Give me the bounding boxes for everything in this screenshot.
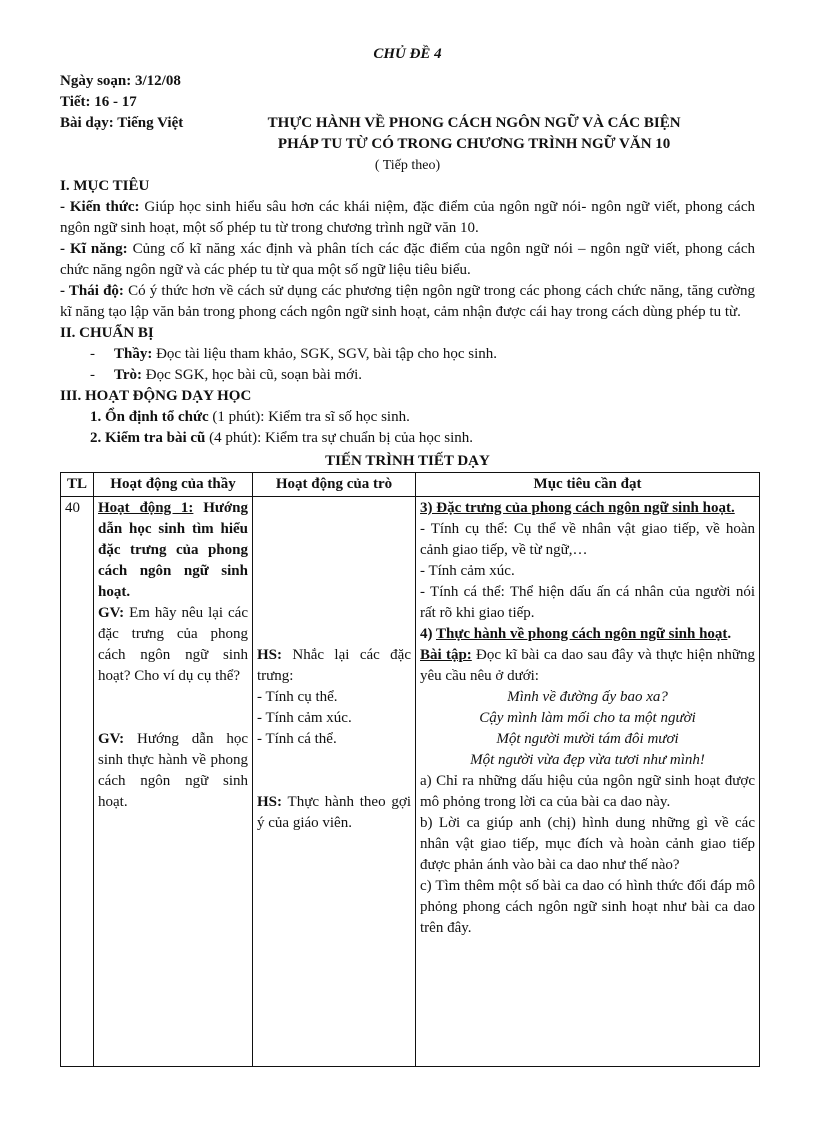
step-2-text: (4 phút): Kiểm tra sự chuẩn bị của học sinh. (205, 430, 474, 446)
header-student: Hoạt động của trò (253, 473, 416, 497)
lesson-table (60, 472, 760, 1067)
student-text: Đọc SGK, học bài cũ, soạn bài mới. (142, 367, 363, 383)
exercise-label: Bài tập: (420, 647, 472, 663)
hs-text-2: Thực hành theo gợi ý của giáo viên. (257, 794, 411, 831)
cell-teacher (94, 497, 253, 1067)
attitude-text: Có ý thức hơn về cách sử dụng các phương tiện ngôn ngữ trong các phong cách chức năng, tăng cường kĩ năng tạo lập văn bản trong phong cách ngôn ngữ sinh hoạt, cảm nhận được cái hay trong cách dùng phép tu từ. (60, 283, 755, 320)
cell-student (253, 497, 416, 1067)
prep-student (90, 365, 755, 386)
lesson-label: Bài dạy: Tiếng Việt (60, 115, 184, 131)
prep-list (60, 344, 755, 386)
teacher-question-2 (98, 729, 248, 813)
skill-label: - Kĩ năng: (60, 241, 128, 257)
step-1-text: (1 phút): Kiểm tra sĩ số học sinh. (208, 409, 410, 425)
student-answer-2 (257, 792, 411, 834)
attitude-label: - Thái độ: (60, 283, 124, 299)
skill-text: Củng cố kĩ năng xác định và phân tích các đặc điểm của ngôn ngữ nói – ngôn ngữ viết, phong cách chức năng ngôn ngữ và các phép tu từ qua một số ngữ liệu tiêu biểu. (60, 241, 755, 278)
lesson-plan-page (60, 44, 755, 1067)
step-1-label: 1. Ổn định tổ chức (90, 409, 209, 425)
header-goals: Mục tiêu cần đạt (416, 473, 760, 497)
gv-text-1: Em hãy nêu lại các đặc trưng của phong cách ngôn ngữ sinh hoạt? Cho ví dụ cụ thể? (98, 605, 248, 684)
section-3-item-1: - Tính cụ thể: Cụ thể về nhân vật giao tiếp, về hoàn cảnh giao tiếp, về từ ngữ,… (420, 521, 755, 558)
teacher-label: Thầy: (114, 346, 153, 362)
knowledge-label: - Kiến thức: (60, 199, 140, 215)
topic-title: CHỦ ĐỀ 4 (373, 46, 442, 62)
section-4-title: 4) Thực hành về phong cách ngôn ngữ sinh hoạt. (420, 626, 732, 642)
section-3-item-2: - Tính cảm xúc. (420, 563, 515, 579)
cell-goals (416, 497, 760, 1067)
table-header-row (61, 473, 760, 497)
teacher-question-1 (98, 603, 248, 687)
gv-text-2: Hướng dẫn học sinh thực hành về phong cách ngôn ngữ sinh hoạt. (98, 731, 248, 810)
header-teacher: Hoạt động của thầy (94, 473, 253, 497)
student-answer-1 (257, 645, 411, 687)
question-c: c) Tìm thêm một số bài ca dao có hình thức đối đáp mô phỏng phong cách ngôn ngữ sinh hoạt như bài ca dao trên đây. (420, 878, 755, 936)
step-1 (90, 407, 755, 428)
goals-heading: I. MỤC TIÊU (60, 178, 150, 194)
gv-label-1: GV: (98, 605, 125, 621)
activities-heading: III. HOẠT ĐỘNG DẠY HỌC (60, 388, 252, 404)
activity-title: Hoạt động 1: (98, 500, 194, 516)
exercise-text: Đọc kĩ bài ca dao sau đây và thực hiện những yêu cầu nêu ở dưới: (420, 647, 755, 684)
header-tl: TL (61, 473, 94, 497)
table-title: TIẾN TRÌNH TIẾT DẠY (325, 453, 490, 469)
period-line: Tiết: 16 - 17 (60, 94, 137, 110)
lesson-title (193, 113, 755, 155)
section-3-item-3: - Tính cá thể: Thể hiện dấu ấn cá nhân của người nói rất rõ khi giao tiếp. (420, 584, 755, 621)
section-3-title: 3) Đặc trưng của phong cách ngôn ngữ sinh hoạt. (420, 500, 735, 516)
student-label: Trò: (114, 367, 143, 383)
lesson-row (60, 113, 755, 155)
student-trait-1: - Tính cụ thể. (257, 689, 338, 705)
table-row (61, 497, 760, 1067)
student-trait-2: - Tính cảm xúc. (257, 710, 352, 726)
teacher-text: Đọc tài liệu tham khảo, SGK, SGV, bài tập cho học sinh. (152, 346, 498, 362)
question-a: a) Chỉ ra những dấu hiệu của ngôn ngữ sinh hoạt được mô phỏng trong lời ca của bài ca dao này. (420, 773, 755, 810)
knowledge-text: Giúp học sinh hiểu sâu hơn các khái niệm, đặc điểm của ngôn ngữ nói- ngôn ngữ viết, phong cách ngôn ngữ sinh hoạt, một số phép tu từ trong chương trình ngữ văn 10. (60, 199, 755, 236)
student-spacer (257, 498, 411, 645)
gv-label-2: GV: (98, 731, 125, 747)
activities-steps (60, 407, 755, 449)
poem-line-4: Một người vừa đẹp vừa tươi như mình! (470, 752, 705, 768)
poem-line-2: Cậy mình làm mối cho ta một người (479, 710, 696, 726)
step-2-label: 2. Kiểm tra bài cũ (90, 430, 206, 446)
prep-teacher (90, 344, 755, 365)
poem-line-1: Mình về đường ấy bao xa? (507, 689, 668, 705)
student-trait-3: - Tính cá thể. (257, 731, 337, 747)
activity-desc: Hướng dẫn học sinh tìm hiểu đặc trưng của phong cách ngôn ngữ sinh hoạt. (98, 500, 249, 600)
hs-label-2: HS: (257, 794, 283, 810)
exercise (420, 645, 755, 687)
section-4-text: Thực hành về phong cách ngôn ngữ sinh hoạt (435, 626, 728, 642)
question-b: b) Lời ca giúp anh (chị) hình dung những gì về các nhân vật giao tiếp, mục đích và hoàn cảnh giao tiếp được phản ánh vào bài ca dao như thế nào? (420, 815, 755, 873)
hs-label-1: HS: (257, 647, 283, 663)
hs-text-1: Nhắc lại các đặc trưng: (257, 647, 411, 684)
step-2 (90, 428, 755, 449)
goal-skill (60, 239, 755, 281)
goal-attitude (60, 281, 755, 323)
date-line: Ngày soạn: 3/12/08 (60, 73, 181, 89)
poem-line-3: Một người mười tám đôi mươi (496, 731, 679, 747)
teacher-activity-block (98, 498, 248, 603)
prep-heading: II. CHUẨN BỊ (60, 325, 154, 341)
goal-knowledge (60, 197, 755, 239)
section-4-prefix: 4) (420, 626, 436, 642)
lesson-title-line-1: THỰC HÀNH VỀ PHONG CÁCH NGÔN NGỮ VÀ CÁC BIỆN (267, 115, 681, 131)
cell-tl: 40 (61, 497, 94, 1067)
lesson-subtitle: ( Tiếp theo) (374, 158, 441, 173)
lesson-title-line-2: PHÁP TU TỪ CÓ TRONG CHƯƠNG TRÌNH NGỮ VĂN 10 (277, 136, 671, 152)
